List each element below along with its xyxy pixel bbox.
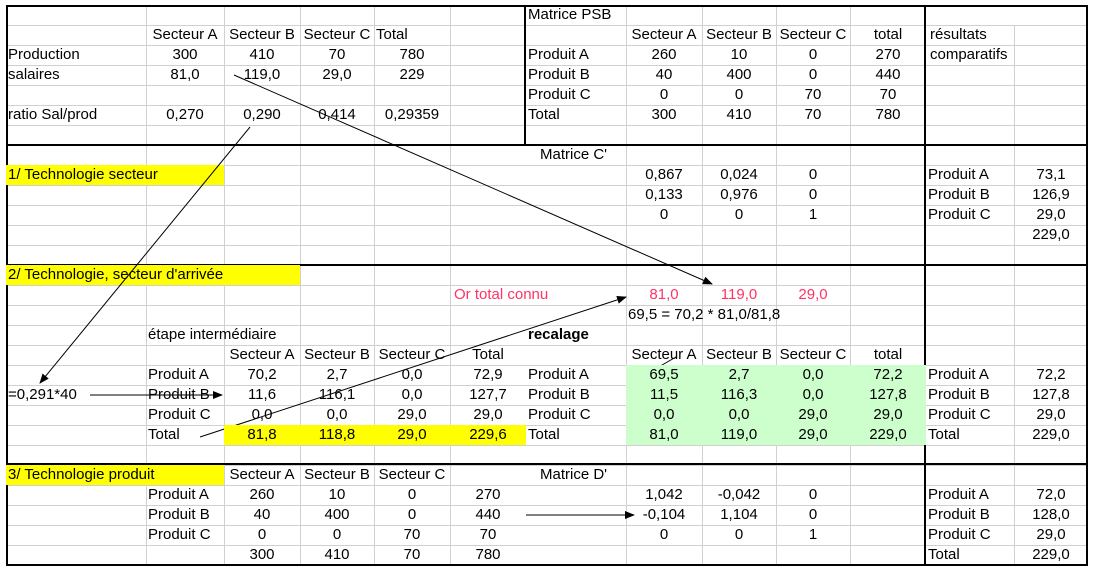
matrix-cell: 0 (659, 526, 669, 543)
cell: 29,0 (322, 66, 352, 83)
cell: 11,6 (247, 386, 277, 403)
cell: 72,2 (850, 365, 926, 385)
row-label: Produit C (148, 406, 211, 423)
cell: 70 (804, 86, 822, 103)
matrix-cell: -0,104 (642, 506, 686, 523)
psb-title: Matrice PSB (528, 6, 612, 23)
col-header: Secteur A (229, 466, 295, 483)
cell: 11,5 (626, 385, 702, 405)
cell: 29,0 (397, 406, 427, 423)
row-label: Produit C (528, 406, 591, 423)
matrix-cell: 0 (734, 206, 744, 223)
cell: 0,29359 (384, 106, 440, 123)
col-header: Secteur B (304, 346, 370, 363)
matrix-cell: 1 (808, 526, 818, 543)
row-label: Total (528, 106, 560, 123)
cell: 410 (324, 546, 350, 563)
cell: 260 (249, 486, 275, 503)
result-value: 72,0 (1036, 486, 1066, 503)
cell: 400 (324, 506, 350, 523)
result-value: 126,9 (1032, 186, 1070, 203)
row-label: Produit A (528, 46, 589, 63)
etape-label: étape intermédiaire (148, 326, 277, 343)
result-value: 127,8 (1032, 386, 1070, 403)
results-header: résultats (930, 26, 987, 43)
matrix-cell: 1,042 (645, 486, 683, 503)
section-title: 3/ Technologie produit (6, 465, 224, 485)
cell: 81,0 (626, 425, 702, 445)
matrix-cell: 0,976 (720, 186, 758, 203)
col-header: Total (376, 26, 408, 43)
cell: 0 (407, 506, 417, 523)
cell: 10 (730, 46, 748, 63)
result-value: 72,2 (1036, 366, 1066, 383)
cell: 29,0 (374, 425, 450, 445)
result-label: Produit B (928, 186, 990, 203)
cell: 0,0 (401, 386, 423, 403)
col-header: Secteur C (303, 26, 371, 43)
or-value: 119,0 (720, 286, 758, 303)
cell: 0 (332, 526, 342, 543)
result-label: Total (928, 546, 960, 563)
col-header: Secteur A (631, 346, 697, 363)
cell: 70 (328, 46, 346, 63)
col-header: Secteur B (304, 466, 370, 483)
cell: 70 (403, 526, 421, 543)
cell: 0,0 (326, 406, 348, 423)
cell: 229 (399, 66, 425, 83)
col-header: Secteur C (779, 26, 847, 43)
cell: 229,0 (850, 425, 926, 445)
cell: 400 (726, 66, 752, 83)
row-label: Produit B (148, 506, 210, 523)
matrix-cell: 1 (808, 206, 818, 223)
or-total-label: Or total connu (454, 286, 549, 303)
row-label: ratio Sal/prod (8, 106, 98, 123)
cell: 2,7 (326, 366, 348, 383)
matrix-cell: 1,104 (720, 506, 758, 523)
result-label: Produit C (928, 206, 991, 223)
cell: 40 (253, 506, 271, 523)
row-label: Total (148, 426, 180, 443)
cell: 780 (875, 106, 901, 123)
cell: 69,5 (626, 365, 702, 385)
cell: 440 (875, 66, 901, 83)
cell: 410 (726, 106, 752, 123)
cell: 70 (879, 86, 897, 103)
arrow (40, 127, 250, 383)
cell: 127,7 (469, 386, 507, 403)
col-header: Secteur B (229, 26, 295, 43)
cell: 0,0 (626, 405, 702, 425)
row-label: Produit C (528, 86, 591, 103)
col-header: Secteur C (378, 466, 446, 483)
cell: 440 (475, 506, 501, 523)
matrix-cell: 0,133 (645, 186, 683, 203)
cell: 229,6 (450, 425, 526, 445)
result-label: Produit B (928, 506, 990, 523)
row-label: Produit B (528, 386, 590, 403)
cell: 70 (403, 546, 421, 563)
cell: 0,0 (401, 366, 423, 383)
col-header: Secteur C (378, 346, 446, 363)
cell: 0,0 (702, 405, 776, 425)
matrix-title: Matrice D' (540, 466, 608, 483)
matrix-cell: 0 (734, 526, 744, 543)
cell: 118,8 (300, 425, 374, 445)
result-label: Produit C (928, 526, 991, 543)
col-header: Secteur A (152, 26, 218, 43)
cell: 29,0 (473, 406, 503, 423)
col-header: Secteur A (229, 346, 295, 363)
row-label: Produit C (148, 526, 211, 543)
cell: 0,270 (166, 106, 204, 123)
result-label: Total (928, 426, 960, 443)
cell: 0 (407, 486, 417, 503)
or-value: 81,0 (649, 286, 679, 303)
cell: 10 (328, 486, 346, 503)
row-label: Produit A (528, 366, 589, 383)
cell: 0 (257, 526, 267, 543)
row-label: Total (528, 426, 560, 443)
col-header: Total (472, 346, 504, 363)
result-value: 128,0 (1032, 506, 1070, 523)
result-value: 229,0 (1032, 426, 1070, 443)
cell: 300 (172, 46, 198, 63)
cell: 72,9 (473, 366, 503, 383)
formula-text: 69,5 = 70,2 * 81,0/81,8 (628, 306, 781, 323)
row-label: Produit B (528, 66, 590, 83)
result-label: Produit A (928, 166, 989, 183)
result-value: 229,0 (1032, 546, 1070, 563)
row-label: Produit B (148, 386, 210, 403)
cell: 300 (249, 546, 275, 563)
cell: 70 (804, 106, 822, 123)
cell: 70 (479, 526, 497, 543)
cell: 270 (875, 46, 901, 63)
matrix-cell: 0,867 (645, 166, 683, 183)
cell: 0,0 (251, 406, 273, 423)
matrix-cell: 0,024 (720, 166, 758, 183)
formula-left: =0,291*40 (8, 386, 77, 403)
cell: 81,8 (224, 425, 300, 445)
cell: 0 (808, 46, 818, 63)
cell: 780 (399, 46, 425, 63)
matrix-cell: 0 (808, 506, 818, 523)
cell: 0,414 (318, 106, 356, 123)
cell: 127,8 (850, 385, 926, 405)
cell: 2,7 (702, 365, 776, 385)
section-title: 1/ Technologie secteur (6, 165, 224, 185)
row-label: Produit A (148, 366, 209, 383)
cell: 119,0 (702, 425, 776, 445)
row-label: Produit A (148, 486, 209, 503)
col-header: total (873, 26, 903, 43)
cell: 780 (475, 546, 501, 563)
result-value: 29,0 (1036, 526, 1066, 543)
cell: 410 (249, 46, 275, 63)
matrix-cell: 0 (659, 206, 669, 223)
cell: 29,0 (850, 405, 926, 425)
result-label: Produit A (928, 366, 989, 383)
result-label: Produit B (928, 386, 990, 403)
result-value: 29,0 (1036, 206, 1066, 223)
col-header: Secteur C (779, 346, 847, 363)
cell: 0,290 (243, 106, 281, 123)
cell: 270 (475, 486, 501, 503)
result-value: 29,0 (1036, 406, 1066, 423)
recalage-label: recalage (528, 326, 589, 343)
results-header: comparatifs (930, 46, 1008, 63)
cell: 0 (659, 86, 669, 103)
cell: 29,0 (776, 425, 850, 445)
matrix-cell: 0 (808, 166, 818, 183)
result-label: Produit C (928, 406, 991, 423)
cell: 70,2 (247, 366, 277, 383)
cell: 116,3 (702, 385, 776, 405)
cell: 0 (734, 86, 744, 103)
cell: 40 (655, 66, 673, 83)
cell: 260 (651, 46, 677, 63)
matrix-cell: 0 (808, 186, 818, 203)
cell: 81,0 (170, 66, 200, 83)
or-value: 29,0 (798, 286, 828, 303)
col-header: Secteur B (706, 26, 772, 43)
row-label: Production (8, 46, 80, 63)
cell: 0,0 (776, 365, 850, 385)
matrix-cell: -0,042 (717, 486, 761, 503)
matrix-title: Matrice C' (540, 146, 608, 163)
cell: 119,0 (243, 66, 281, 83)
col-header: Secteur A (631, 26, 697, 43)
matrix-cell: 0 (808, 486, 818, 503)
col-header: total (873, 346, 903, 363)
row-label: salaires (8, 66, 60, 83)
result-label: Produit A (928, 486, 989, 503)
col-header: Secteur B (706, 346, 772, 363)
cell: 0 (808, 66, 818, 83)
result-value: 229,0 (1032, 226, 1070, 243)
cell: 29,0 (776, 405, 850, 425)
cell: 0,0 (776, 385, 850, 405)
section-title: 2/ Technologie, secteur d'arrivée (6, 265, 300, 285)
cell: 300 (651, 106, 677, 123)
result-value: 73,1 (1036, 166, 1066, 183)
cell: 116,1 (318, 386, 356, 403)
